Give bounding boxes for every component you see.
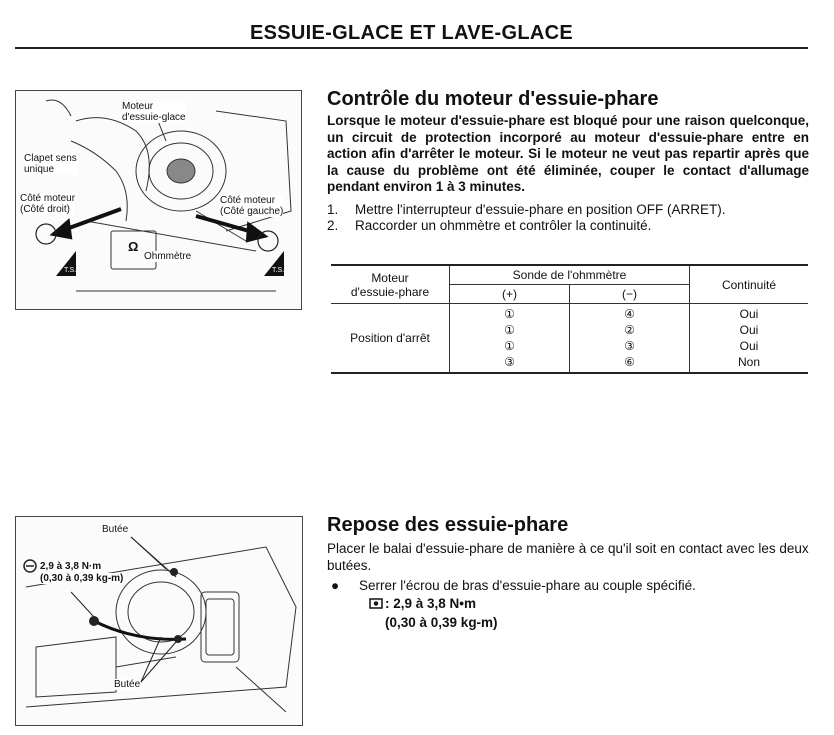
page-title: ESSUIE-GLACE ET LAVE-GLACE <box>15 22 808 49</box>
bullet-item <box>327 578 809 595</box>
plus-value: ① <box>504 323 515 337</box>
torque-nm: : 2,9 à 3,8 N•m <box>385 595 477 611</box>
bullet-dot-icon: ● <box>331 578 340 593</box>
continuity-table <box>331 264 808 374</box>
minus-value: ④ <box>624 307 635 321</box>
section-repose <box>327 514 809 631</box>
wiper-installation-illustration <box>16 517 302 725</box>
step-number: 1. <box>327 201 339 217</box>
plus-value: ① <box>504 339 515 353</box>
minus-values-cell <box>569 304 689 374</box>
label-cote-droit: Côté moteur (Côté droit) <box>20 193 76 215</box>
label-cote-gauche: Côté moteur (Côté gauche) <box>220 195 284 217</box>
step-item <box>327 218 809 235</box>
continuity-value: Non <box>737 355 760 369</box>
continuity-value: Oui <box>739 323 759 337</box>
continuity-value: Oui <box>739 307 759 321</box>
minus-value: ⑥ <box>624 355 635 369</box>
header-moteur: Moteur d'essuie-phare <box>331 265 450 304</box>
label-butee-bottom: Butée <box>114 679 141 690</box>
row-label-position-arret: Position d'arrêt <box>331 304 450 374</box>
ts-badge-right: T.S. <box>272 267 285 274</box>
wiper-installation-figure <box>15 516 303 726</box>
ohm-symbol: Ω <box>128 239 139 254</box>
step-item <box>327 202 809 219</box>
minus-value: ② <box>624 323 635 337</box>
torque-wrench-icon <box>369 597 383 614</box>
figure-torque-kgm: (0,30 à 0,39 kg-m) <box>40 573 124 584</box>
section-controle-moteur <box>327 88 809 235</box>
section1-title: Contrôle du moteur d'essuie-phare <box>327 88 659 110</box>
continuity-value: Oui <box>739 339 759 353</box>
bullet-text: Serrer l'écrou de bras d'essuie-phare au couple spécifié. <box>359 578 696 593</box>
plus-value: ① <box>504 307 515 321</box>
warning-paragraph: Lorsque le moteur d'essuie-phare est bloqué pour une raison quelconque, un circuit de protection incorporé au moteur d'essuie-phare entre en action afin d'arrêter le moteur. Si le moteur ne veut pas repartir après que la cause du problème ont été éliminée, couper le contact d'allumage pendant environ 1 à 3 minutes. <box>327 113 809 194</box>
torque-spec <box>369 595 809 631</box>
label-butee-top: Butée <box>102 524 129 535</box>
label-ohmmetre: Ohmmètre <box>144 251 192 262</box>
section2-title: Repose des essuie-phare <box>327 514 569 536</box>
label-clapet: Clapet sens unique <box>24 153 77 175</box>
header-minus: (−) <box>569 285 689 304</box>
continuity-values-cell <box>690 304 809 374</box>
plus-value: ③ <box>504 355 515 369</box>
wiper-motor-figure <box>15 90 302 310</box>
torque-kgm: (0,30 à 0,39 kg-m) <box>385 614 498 630</box>
repose-paragraph: Placer le balai d'essuie-phare de manière à ce qu'il soit en contact avec les deux butées. <box>327 541 809 573</box>
step-number: 2. <box>327 218 339 233</box>
minus-value: ③ <box>624 339 635 353</box>
figure-torque-nm: 2,9 à 3,8 N·m <box>40 561 102 572</box>
step-text: Mettre l'interrupteur d'essuie-phare en position OFF (ARRET). <box>355 201 726 217</box>
header-continuite: Continuité <box>690 265 809 304</box>
plus-values-cell <box>450 304 570 374</box>
ts-badge-left: T.S. <box>64 267 77 274</box>
label-moteur-essuie-glace: Moteur d'essuie-glace <box>122 101 186 123</box>
header-sonde: Sonde de l'ohmmètre <box>450 265 690 285</box>
steps-list <box>327 202 809 235</box>
step-text: Raccorder un ohmmètre et contrôler la continuité. <box>355 218 652 233</box>
header-plus: (+) <box>450 285 570 304</box>
